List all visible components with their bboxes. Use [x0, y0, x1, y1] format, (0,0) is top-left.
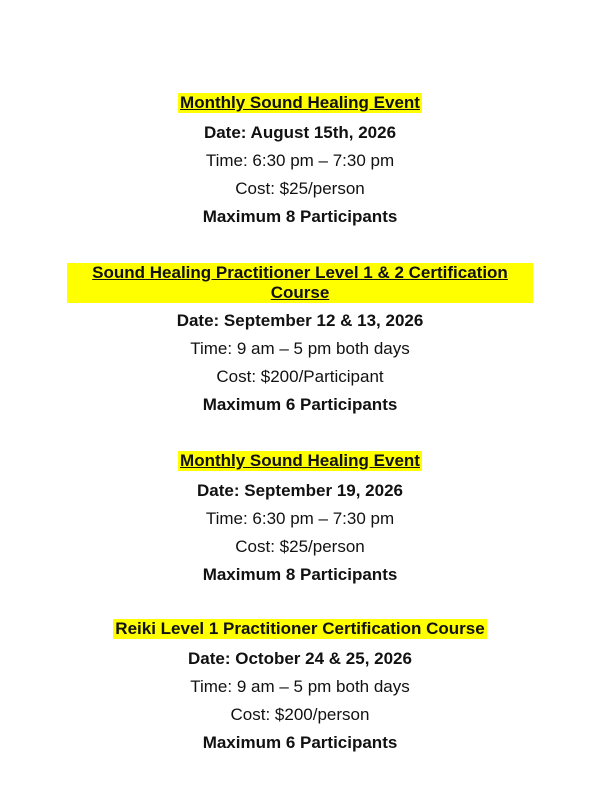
- event-date: Date: August 15th, 2026: [203, 123, 397, 142]
- event-cost: Cost: $200/Participant: [216, 367, 384, 386]
- event-time: Time: 6:30 pm – 7:30 pm: [205, 151, 395, 170]
- event-time: Time: 9 am – 5 pm both days: [190, 677, 410, 696]
- event-capacity: Maximum 8 Participants: [202, 207, 398, 226]
- event-date: Date: October 24 & 25, 2026: [188, 649, 412, 668]
- event-title: Reiki Level 1 Practitioner Certification Course: [115, 619, 485, 638]
- event-block-2: [0, 263, 600, 419]
- event-title: Monthly Sound Healing Event: [180, 451, 420, 470]
- event-cost: Cost: $200/person: [230, 705, 370, 724]
- event-cost: Cost: $25/person: [235, 179, 365, 198]
- event-title: Monthly Sound Healing Event: [180, 93, 420, 112]
- event-title: Sound Healing Practitioner Level 1 & 2 Certification Course: [67, 263, 533, 303]
- event-date: Date: September 19, 2026: [197, 481, 403, 500]
- event-block-1: [0, 93, 600, 231]
- event-capacity: Maximum 6 Participants: [202, 395, 398, 414]
- event-block-4: [0, 619, 600, 757]
- event-cost: Cost: $25/person: [235, 537, 365, 556]
- event-time: Time: 9 am – 5 pm both days: [190, 339, 410, 358]
- event-capacity: Maximum 8 Participants: [202, 565, 398, 584]
- event-date: Date: September 12 & 13, 2026: [176, 311, 424, 330]
- event-time: Time: 6:30 pm – 7:30 pm: [205, 509, 395, 528]
- event-capacity: Maximum 6 Participants: [202, 733, 398, 752]
- event-block-3: [0, 451, 600, 589]
